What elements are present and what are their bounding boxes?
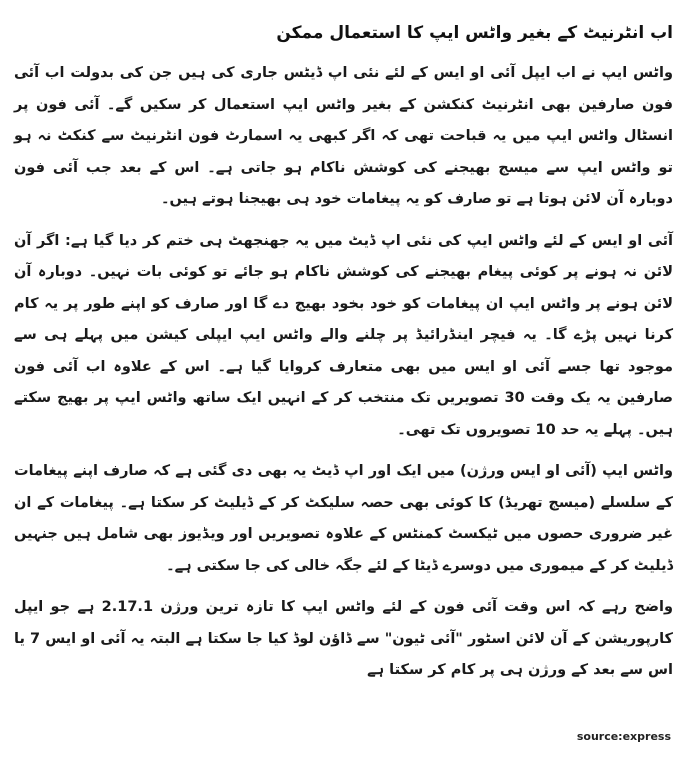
article-paragraph-2: آئی او ایس کے لئے واٹس ایپ کی نئی اپ ڈیٹ میں یہ جھنجھٹ ہی ختم کر دیا گیا ہے: اگر آن لائن نہ ہونے پر کوئی پیغام بھیجنے کی کوشش ناکام ہو جائے تو کوئی بات نہیں۔ دوبارہ آن لائن ہونے پر واٹس ایپ ان پیغامات کو خود بخود بھیج دے گا اور صارف کو اپنے طور پر یہ کام کرنا نہیں پڑے گا۔ یہ فیچر اینڈرائیڈ پر چلنے والے واٹس ایپ ایپلی کیشن میں پہلے ہی سے موجود تھا جسے آئی او ایس میں بھی متعارف کروایا گیا ہے۔ اس کے علاوہ اب آئی فون صارفین یہ یک وقت 30 تصویریں تک منتخب کر کے انہیں ایک ساتھ واٹس ایپ پر بھیج سکتے ہیں۔ پہلے یہ حد 10 تصویروں تک تھی۔ <box>14 232 674 438</box>
article-paragraph-1: واٹس ایپ نے اب ایپل آئی او ایس کے لئے نئی اپ ڈیٹس جاری کی ہیں جن کی بدولت اب آئی فون صارفین بھی انٹرنیٹ کنکشن کے بغیر واٹس ایپ استعمال کر سکیں گے۔ آئی فون پر انسٹال واٹس ایپ میں یہ قباحت تھی کہ اگر کبھی یہ اسمارٹ فون انٹرنیٹ سے کنکٹ نہ ہو تو واٹس ایپ سے میسج بھیجنے کی کوشش ناکام ہو جاتی ہے۔ اس کے بعد جب آئی فون دوبارہ آن لائن ہوتا ہے تو صارف کو یہ پیغامات خود ہی بھیجنا ہوتے ہیں۔ <box>14 65 673 207</box>
source-credit: source:express <box>576 730 671 743</box>
article-headline: اب انٹرنیٹ کے بغیر واٹس ایپ کا استعمال ممکن <box>276 23 673 43</box>
article-paragraph-3: واٹس ایپ (آئی او ایس ورژن) میں ایک اور اپ ڈیٹ یہ بھی دی گئی ہے کہ صارف اپنے پیغامات کے سلسلے (میسج تھریڈ) کا کوئی بھی حصہ سلیکٹ کر کے ڈیلیٹ کر سکتا ہے۔ پیغامات کے ان غیر ضروری حصوں میں ٹیکسٹ کمنٹس کے علاوہ تصویریں اور ویڈیوز بھی شامل ہیں جنہیں ڈیلیٹ کر کے میموری میں دوسرے ڈیٹا کے لئے جگہ خالی کی جا سکتی ہے۔ <box>14 463 673 574</box>
article-paragraph-4: واضح رہے کہ اس وقت آئی فون کے لئے واٹس ایپ کا تازہ ترین ورژن 2.17.1 ہے جو ایپل کارپوریشن کے آن لائن اسٹور "آئی ٹیون" سے ڈاؤن لوڈ کیا جا سکتا ہے البتہ یہ آئی او ایس 7 یا اس سے بعد کے ورژن ہی پر کام کر سکتا ہے <box>14 599 673 678</box>
